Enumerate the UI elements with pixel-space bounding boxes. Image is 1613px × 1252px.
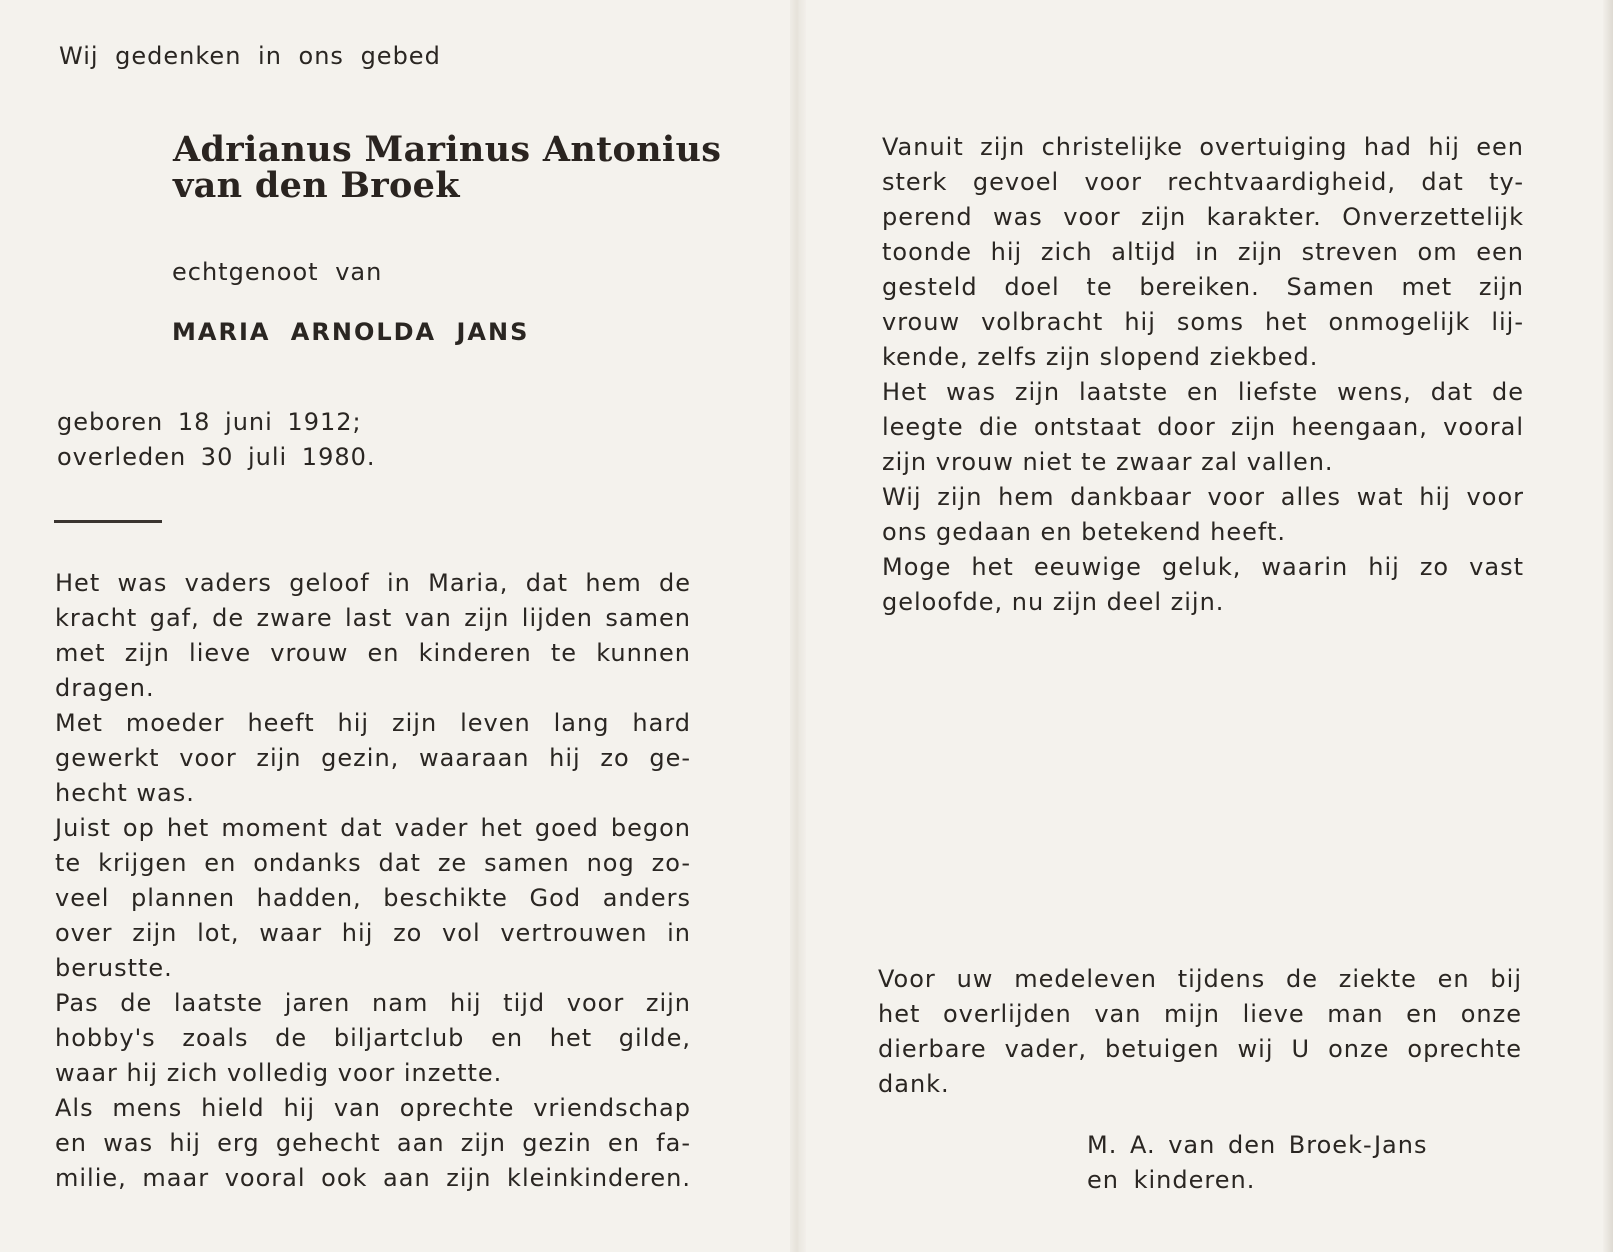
deceased-name	[173, 129, 722, 206]
text-line: sterk gevoel voor rechtvaardigheid, dat ty-	[882, 168, 1524, 196]
right-paragraph-1	[882, 130, 1524, 375]
text-line: dierbare vader, betuigen wij U onze oprechte	[878, 1035, 1522, 1063]
left-paragraph-1	[55, 566, 691, 706]
text-line: gesteld doel te bereiken. Samen met zijn	[882, 273, 1524, 301]
text-line: dank.	[878, 1070, 950, 1098]
text-line: Met moeder heeft hij zijn leven lang hard	[55, 709, 691, 737]
text-line: te krijgen en ondanks dat ze samen nog zo-	[55, 849, 691, 877]
text-line: geloofde, nu zijn deel zijn.	[882, 588, 1225, 616]
text-line: Het was zijn laatste en liefste wens, dat de	[882, 378, 1524, 406]
text-line: Moge het eeuwige geluk, waarin hij zo vast	[882, 553, 1524, 581]
right-paragraph-3	[882, 480, 1524, 550]
text-line: kende, zelfs zijn slopend ziekbed.	[882, 343, 1319, 371]
text-line: Voor uw medeleven tijdens de ziekte en bij	[878, 965, 1522, 993]
text-line: Als mens hield hij van oprechte vriendschap	[55, 1094, 691, 1122]
text-line: hecht was.	[55, 779, 195, 807]
text-line: hobby's zoals de biljartclub en het gilde,	[55, 1024, 691, 1052]
text-line: perend was voor zijn karakter. Onverzettelijk	[882, 203, 1524, 231]
text-line: Juist op het moment dat vader het goed begon	[55, 814, 691, 842]
text-line: Het was vaders geloof in Maria, dat hem de	[55, 569, 691, 597]
left-paragraph-3	[55, 811, 691, 986]
left-text-block	[55, 566, 691, 1196]
text-line: Pas de laatste jaren nam hij tijd voor zijn	[55, 989, 691, 1017]
text-line: zijn vrouw niet te zwaar zal vallen.	[882, 448, 1334, 476]
text-line: berustte.	[55, 954, 173, 982]
right-paragraph-2	[882, 375, 1524, 480]
text-line: vrouw volbracht hij soms het onmogelijk lij-	[882, 308, 1524, 336]
death-date: overleden 30 juli 1980.	[57, 443, 376, 471]
birth-date: geboren 18 juni 1912;	[57, 408, 362, 436]
signature-line1: M. A. van den Broek-Jans	[1087, 1131, 1428, 1159]
thanks-block	[878, 962, 1522, 1102]
text-line: kracht gaf, de zware last van zijn lijden samen	[55, 604, 691, 632]
text-line: toonde hij zich altijd in zijn streven om een	[882, 238, 1524, 266]
text-line: ons gedaan en betekend heeft.	[882, 518, 1286, 546]
text-line: milie, maar vooral ook aan zijn kleinkinderen.	[55, 1164, 691, 1192]
text-line: en was hij erg gehecht aan zijn gezin en fa-	[55, 1129, 691, 1157]
text-line: waar hij zich volledig voor inzette.	[55, 1059, 503, 1087]
left-paragraph-4	[55, 986, 691, 1091]
right-paragraph-4	[882, 550, 1524, 620]
text-line: leegte die ontstaat door zijn heengaan, vooral	[882, 413, 1524, 441]
text-line: veel plannen hadden, beschikte God anders	[55, 884, 691, 912]
card-edge	[1603, 0, 1613, 1252]
card-fold	[790, 0, 806, 1252]
text-line: over zijn lot, waar hij zo vol vertrouwen in	[55, 919, 691, 947]
divider-rule	[54, 520, 162, 523]
right-text-block	[882, 130, 1524, 620]
left-paragraph-5	[55, 1091, 691, 1196]
left-paragraph-2	[55, 706, 691, 811]
prayer-heading: Wij gedenken in ons gebed	[59, 42, 441, 70]
text-line: dragen.	[55, 674, 155, 702]
text-line: gewerkt voor zijn gezin, waaraan hij zo ge-	[55, 744, 691, 772]
deceased-name-line2: van den Broek	[173, 165, 460, 206]
signature-line2: en kinderen.	[1087, 1166, 1256, 1194]
spouse-label: echtgenoot van	[172, 258, 383, 286]
text-line: Wij zijn hem dankbaar voor alles wat hij voor	[882, 483, 1524, 511]
deceased-name-line1: Adrianus Marinus Antonius	[173, 129, 722, 170]
text-line: Vanuit zijn christelijke overtuiging had hij een	[882, 133, 1524, 161]
spouse-name: MARIA ARNOLDA JANS	[172, 318, 530, 346]
text-line: met zijn lieve vrouw en kinderen te kunnen	[55, 639, 691, 667]
text-line: het overlijden van mijn lieve man en onze	[878, 1000, 1522, 1028]
